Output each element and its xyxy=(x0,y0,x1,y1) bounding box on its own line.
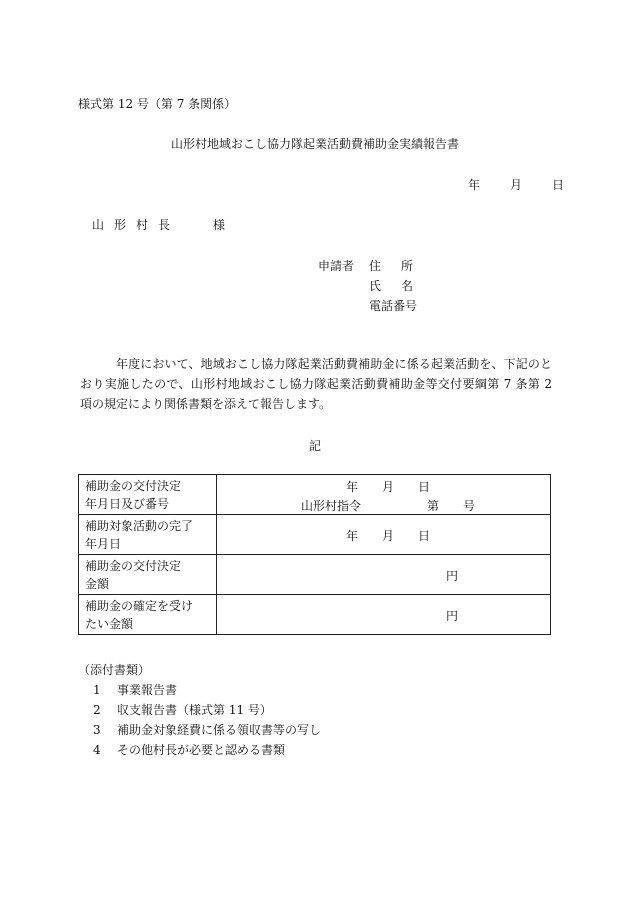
value-yen: 円 xyxy=(446,569,459,583)
addressee-name: 山形村長 xyxy=(92,218,181,232)
name-label: 氏名 xyxy=(369,279,434,293)
item-number: 4 xyxy=(93,743,101,757)
table-value xyxy=(217,595,551,635)
table-row-decision-date xyxy=(79,475,551,515)
label-line: 補助対象活動の完了 xyxy=(85,518,194,533)
address-label: 住所 xyxy=(369,259,434,273)
detail-table xyxy=(78,474,551,635)
item-number: 2 xyxy=(93,703,101,717)
value-day: 日 xyxy=(418,529,431,543)
addressee-honorific: 様 xyxy=(213,218,226,232)
date-year: 年 xyxy=(468,178,481,192)
date-month: 月 xyxy=(510,178,523,192)
value-month: 月 xyxy=(382,529,395,543)
form-number: 様式第 12 号（第 7 条関係） xyxy=(78,97,237,111)
list-item xyxy=(93,682,177,698)
table-value xyxy=(217,555,551,595)
value-dai: 第 xyxy=(427,499,440,513)
item-text: 事業報告書 xyxy=(117,683,178,697)
date-line xyxy=(468,177,564,193)
ki-heading: 記 xyxy=(308,439,321,453)
label-line: 金額 xyxy=(85,576,110,591)
attachments-header: （添付書類） xyxy=(78,663,151,677)
value-order: 山形村指令 xyxy=(301,499,362,513)
phone-label: 電話番号 xyxy=(369,299,418,313)
list-item xyxy=(93,702,272,718)
date-day: 日 xyxy=(552,178,565,192)
value-go: 号 xyxy=(463,499,476,513)
label-line: 補助金の交付決定 xyxy=(85,478,182,493)
applicant-label: 申請者 xyxy=(318,259,355,273)
document-title: 山形村地域おこし協力隊起業活動費補助金実績報告書 xyxy=(170,137,459,151)
table-value xyxy=(217,515,551,555)
table-label xyxy=(79,475,217,515)
body-paragraph: 年度において、地域おこし協力隊起業活動費補助金に係る起業活動を、下記のとおり実施したので、山形村地域おこし協力隊起業活動費補助金等交付要綱第 7 条第 2 項の規定により関係書類を添えて報告します。 xyxy=(80,357,552,411)
value-year: 年 xyxy=(346,529,359,543)
list-item xyxy=(93,742,285,758)
table-label xyxy=(79,515,217,555)
table-row-final-amount xyxy=(79,595,551,635)
label-line: 補助金の確定を受け xyxy=(85,598,194,613)
list-item xyxy=(93,722,321,738)
label-line: 年月日 xyxy=(85,536,122,551)
value-yen: 円 xyxy=(446,609,459,623)
table-value xyxy=(217,475,551,515)
item-text: 収支報告書（様式第 11 号） xyxy=(117,703,272,717)
item-text: その他村長が必要と認める書類 xyxy=(117,743,286,757)
table-label xyxy=(79,595,217,635)
label-line: 年月日及び番号 xyxy=(85,496,170,511)
value-month: 月 xyxy=(382,480,395,494)
table-label xyxy=(79,555,217,595)
table-row-decision-amount xyxy=(79,555,551,595)
value-day: 日 xyxy=(418,480,431,494)
label-line: たい金額 xyxy=(85,616,134,631)
item-number: 3 xyxy=(93,723,101,737)
item-text: 補助金対象経費に係る領収書等の写し xyxy=(117,723,322,737)
label-line: 補助金の交付決定 xyxy=(85,558,182,573)
value-year: 年 xyxy=(346,480,359,494)
table-row-completion-date xyxy=(79,515,551,555)
item-number: 1 xyxy=(93,683,101,697)
